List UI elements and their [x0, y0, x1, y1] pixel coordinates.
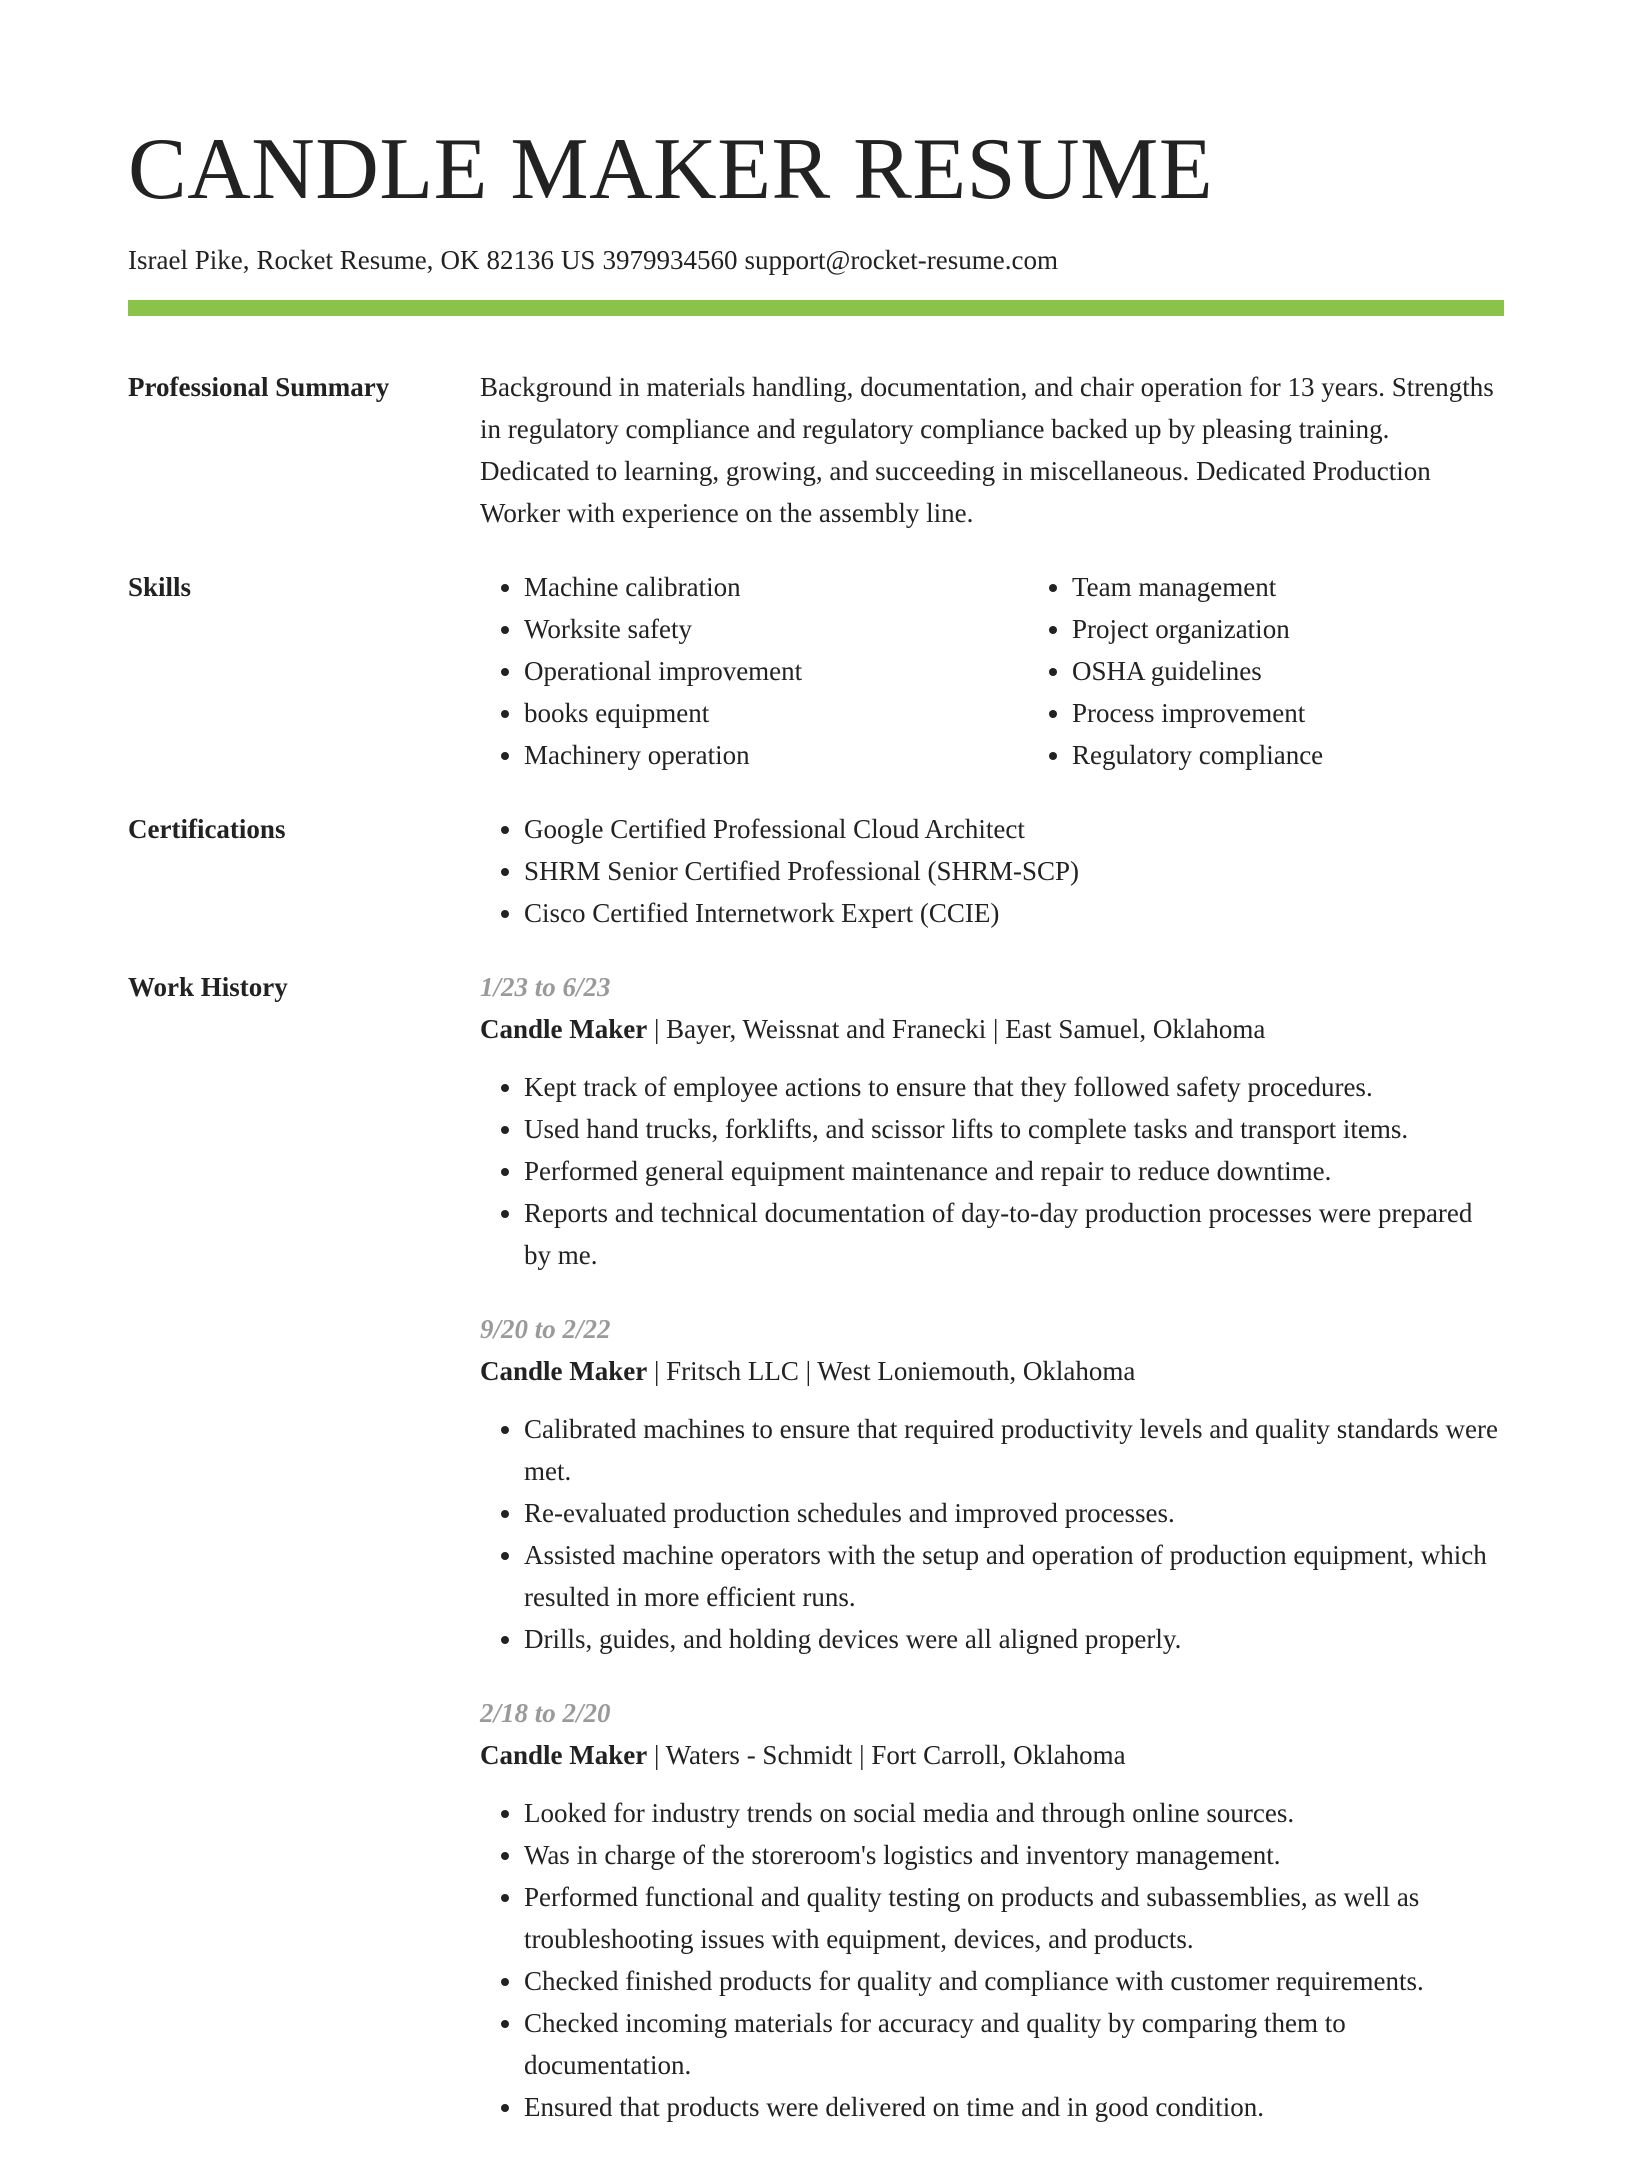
- job-bullet: • Performed general equipment maintenance and repair to reduce downtime.: [524, 1150, 1504, 1192]
- job-role: Candle Maker: [480, 1014, 648, 1044]
- job-bullet: • Was in charge of the storeroom's logistics and inventory management.: [524, 1834, 1504, 1876]
- job-bullet: • Reports and technical documentation of day-to-day production processes were prepared by me.: [524, 1192, 1504, 1276]
- job-bullet: • Used hand trucks, forklifts, and scissor lifts to complete tasks and transport items.: [524, 1108, 1504, 1150]
- contact-zip: 82136: [486, 245, 554, 275]
- job-heading: [480, 1734, 1504, 1776]
- certification-item: • Cisco Certified Internetwork Expert (CCIE): [524, 892, 1504, 934]
- header-divider: [128, 300, 1504, 316]
- job-role: Candle Maker: [480, 1740, 648, 1770]
- work-history-section: [128, 966, 1504, 2160]
- contact-email: support@rocket-resume.com: [744, 245, 1058, 275]
- job-bullet: • Ensured that products were delivered on time and in good condition.: [524, 2086, 1504, 2128]
- job-bullet: • Assisted machine operators with the setup and operation of production equipment, which resulted in more efficient runs.: [524, 1534, 1504, 1618]
- skill-item: • Regulatory compliance: [1072, 734, 1576, 776]
- section-label-work: Work History: [128, 972, 288, 1002]
- job-dates: 1/23 to 6/23: [480, 972, 611, 1002]
- job-bullet: • Looked for industry trends on social media and through online sources.: [524, 1792, 1504, 1834]
- skill-item: • OSHA guidelines: [1072, 650, 1576, 692]
- job-entry: [480, 966, 1504, 1276]
- job-bullet: • Re-evaluated production schedules and improved processes.: [524, 1492, 1504, 1534]
- certifications-section: [128, 808, 1504, 934]
- certifications-list: [480, 808, 1504, 934]
- job-entry: [480, 1692, 1504, 2128]
- skill-item: • Project organization: [1072, 608, 1576, 650]
- job-bullet: • Checked incoming materials for accuracy and quality by comparing them to documentation.: [524, 2002, 1504, 2086]
- section-label-summary: Professional Summary: [128, 372, 390, 402]
- job-bullet: • Kept track of employee actions to ensure that they followed safety procedures.: [524, 1066, 1504, 1108]
- job-bullet: • Drills, guides, and holding devices were all aligned properly.: [524, 1618, 1504, 1660]
- contact-company: Rocket Resume,: [256, 245, 434, 275]
- skill-item: • books equipment: [524, 692, 1028, 734]
- skill-item: • Worksite safety: [524, 608, 1028, 650]
- job-bullet: • Checked finished products for quality and compliance with customer requirements.: [524, 1960, 1504, 2002]
- contact-line: [128, 242, 1504, 278]
- section-label-skills: Skills: [128, 572, 192, 602]
- contact-phone: 3979934560: [602, 245, 738, 275]
- skill-item: • Machine calibration: [524, 566, 1028, 608]
- skill-item: • Team management: [1072, 566, 1576, 608]
- job-dates: 2/18 to 2/20: [480, 1698, 611, 1728]
- job-bullets: [480, 1066, 1504, 1276]
- summary-section: [128, 366, 1504, 534]
- job-bullets: [480, 1792, 1504, 2128]
- job-heading: [480, 1350, 1504, 1392]
- skill-item: • Machinery operation: [524, 734, 1028, 776]
- job-heading: [480, 1008, 1504, 1050]
- job-bullet: • Calibrated machines to ensure that required productivity levels and quality standards were met.: [524, 1408, 1504, 1492]
- job-role: Candle Maker: [480, 1356, 648, 1386]
- skills-list-left: [480, 566, 1028, 776]
- resume-title: CANDLE MAKER RESUME: [128, 121, 1214, 218]
- skills-list-right: [1028, 566, 1576, 776]
- job-bullets: [480, 1408, 1504, 1660]
- job-bullet: • Performed functional and quality testing on products and subassemblies, as well as troubleshooting issues with equipment, devices, and products.: [524, 1876, 1504, 1960]
- section-label-certifications: Certifications: [128, 814, 286, 844]
- contact-name: Israel Pike,: [128, 245, 250, 275]
- skill-item: • Operational improvement: [524, 650, 1028, 692]
- resume-page: [128, 0, 1504, 2160]
- contact-state: OK: [440, 245, 480, 275]
- certification-item: • SHRM Senior Certified Professional (SHRM-SCP): [524, 850, 1504, 892]
- contact-country: US: [560, 245, 596, 275]
- job-details: | Waters - Schmidt | Fort Carroll, Oklahoma: [647, 1740, 1126, 1770]
- summary-text: Background in materials handling, documentation, and chair operation for 13 years. Strengths in regulatory compliance and regulatory compliance backed up by pleasing training. Dedicated to learning, growing, and succeeding in miscellaneous. Dedicated Production Worker with experience on the assembly line.: [480, 372, 1494, 528]
- certification-item: • Google Certified Professional Cloud Architect: [524, 808, 1504, 850]
- skills-section: [128, 566, 1504, 776]
- skill-item: • Process improvement: [1072, 692, 1576, 734]
- job-details: | Fritsch LLC | West Loniemouth, Oklahoma: [647, 1356, 1136, 1386]
- job-entry: [480, 1308, 1504, 1660]
- job-details: | Bayer, Weissnat and Franecki | East Samuel, Oklahoma: [647, 1014, 1266, 1044]
- job-dates: 9/20 to 2/22: [480, 1314, 611, 1344]
